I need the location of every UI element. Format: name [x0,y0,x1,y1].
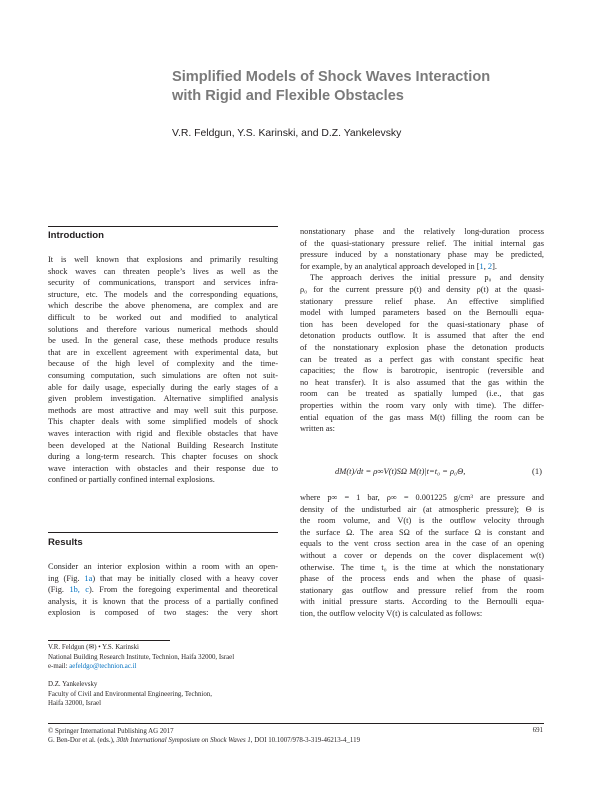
results-body [48,561,278,619]
intro-line: be used. In the general case, these methods produce results [48,336,278,346]
body-line: where p∞ = 1 bar, ρ∞ = 0.001225 g/cm³ are pressure and [300,493,544,502]
chapter-title [172,68,552,106]
body-line: capacities; the flow is barotropic, isentropic (reversible and [300,366,544,376]
citation: G. Ben-Dor et al. (eds.), 30th International Symposium on Shock Waves 1, DOI 10.1007/978-3-319-46213-4_119 [48,737,361,745]
body-line: detonation products outflow. It is assumed that after the end [300,331,544,341]
footer-rule [48,723,544,724]
intro-line: given problem investigation. Alternative simplified analysis [48,394,278,404]
chapter-title-line-1: Simplified Models of Shock Waves Interaction [172,69,491,85]
intro-line: shock waves can threaten people’s lives as well as the [48,266,278,276]
intro-line: solutions and therefore various numerical methods should [48,324,278,334]
results-rule [48,532,278,533]
body-line: phase of the process ends and when the phase of quasi- [300,574,544,584]
affiliation-1 [48,643,234,672]
body-line: can be treated as a perfect gas with constant specific heat [300,354,544,364]
body-line: density of the undisturbed air (at atmospheric pressure); Θ is [300,504,544,514]
body-line: stationary pressure relief phase. An effective simplified [300,296,544,306]
affiliation-2-city: Haifa 32000, Israel [48,700,101,708]
results-line: analysis, it is known that the process of a partially confined [48,596,278,606]
footer [48,727,360,746]
right-column-lower [300,492,544,620]
body-line: no heat transfer). It is also assumed that the gas within the [300,377,544,387]
intro-line: It is well known that explosions and primarily resulting [48,255,278,264]
body-line: pressure induced by a nonstationary phase may be predicted, [300,250,544,260]
body-line: tion, the outflow velocity V(t) is calculated as follows: [300,608,483,618]
affiliation-1-institute: National Building Research Institute, Technion, Haifa 32000, Israel [48,653,235,661]
intro-line: during a long-term research. This chapter focuses on shock [48,452,278,462]
body-line: model with lumped parameters based on the Bernoulli equa- [300,308,544,318]
copyright: © Springer International Publishing AG 2017 [48,728,174,735]
body-line: equals to the vent cross section area in the case of an opening [300,539,544,549]
intro-line: that are in excellent agreement with experimental data, but [48,347,278,357]
results-line: ing (Fig. 1a) that may be initially closed with a heavy cover [48,573,278,583]
results-line: explosion is composed of two stages: the very short [48,608,278,618]
body-line: The approach derives the initial pressure p₀ and density [310,273,544,283]
affiliation-1-email-line: e-mail: aefeldgo@technion.ac.il [48,663,137,671]
introduction-rule [48,226,278,227]
body-line: for example, by an analytical approach developed in [1, 2]. [300,261,497,271]
body-line: of the quasi-stationary pressure relief. The initial internal gas [300,238,544,248]
intro-line: security of communications, transport and services infra- [48,278,278,288]
introduction-heading: Introduction [48,230,104,241]
body-line: written as: [300,424,335,434]
body-line: otherwise. The time t₀ is the time at which the nonstationary [300,562,544,572]
body-line: room can be treated as spatially lumped (i.e., that gas [300,389,544,399]
reference-2-link[interactable]: 2 [487,261,493,271]
intro-line: confined or partially confined internal explosions. [48,475,215,485]
body-line: without a cover or depends on the cover displacement w(t) [300,550,544,560]
intro-line: which describe the above phenomena, are complex and are [48,301,278,311]
authors: V.R. Feldgun, Y.S. Karinski, and D.Z. Yankelevsky [172,128,402,139]
email-link[interactable]: aefeldgo@technion.ac.il [69,663,137,671]
results-line: (Fig. 1b, c). From the foregoing experimental and theoretical [48,585,278,595]
body-line: with initial pressure starts. According to the Bernoulli equa- [300,597,544,607]
body-line: ential equation of the gas mass M(t) filling the room can be [300,412,544,422]
intro-line: wave interaction with obstacles and their response due to [48,463,278,473]
introduction-body [48,254,278,486]
body-line: of the nonstationary explosion phase the detonation products [300,342,544,352]
affiliation-2-faculty: Faculty of Civil and Environmental Engineering, Technion, [48,690,212,698]
intro-line: able for daily usage, especially during the early stages of a [48,382,278,392]
affiliation-1-names: V.R. Feldgun (✉) • Y.S. Karinski [48,644,139,651]
body-line: properties within the room vary only with time). The differ- [300,400,544,410]
affiliation-2 [48,680,212,709]
equation-number: (1) [532,466,542,476]
body-line: the surface Ω. The area SΩ of the surface Ω is constant and [300,527,544,537]
results-line: Consider an interior explosion within a room with an open- [48,562,278,571]
intro-line: This chapter deals with some simplified models of shock [48,417,278,427]
footnote-rule [48,640,170,641]
body-line: tion has been developed for the quasi-stationary phase of [300,319,544,329]
reference-1-link[interactable]: 1 [479,261,484,271]
body-line: the room volume, and V(t) is the outflow velocity through [300,516,544,526]
affiliation-2-name: D.Z. Yankelevsky [48,681,98,688]
page-number: 691 [532,727,543,734]
intro-line: methods are most attractive and may well suit this purpose. [48,405,278,415]
intro-line: difficult to be worked out and modified to analytical [48,312,278,322]
intro-line: structure, etc. The models and the corresponding equations, [48,289,278,299]
body-line: stationary gas outflow and pressure relief from the room [300,585,544,595]
results-heading: Results [48,537,83,548]
right-column-upper [300,226,544,435]
intro-line: waves interaction with rigid and flexible obstacles that have [48,428,278,438]
equation-1: dM(t)/dt = ρ∞V(t)SΩ M(t)|t=t₀ = ρ₀Θ, [335,466,466,476]
figure-1bc-link[interactable]: 1b, c [69,585,90,595]
intro-line: because of the high level of complexity and the time- [48,359,278,369]
figure-1a-link[interactable]: 1a [84,573,93,583]
body-line: nonstationary phase and the relatively long-duration process [300,227,544,236]
intro-line: consuming computation, such simulations are often not suit- [48,370,278,380]
intro-line: been developed at the National Building Research Institute [48,440,278,450]
body-line: ρ₀ for the current pressure p(t) and density ρ(t) at the quasi- [300,284,544,294]
chapter-title-line-2: with Rigid and Flexible Obstacles [172,88,404,104]
